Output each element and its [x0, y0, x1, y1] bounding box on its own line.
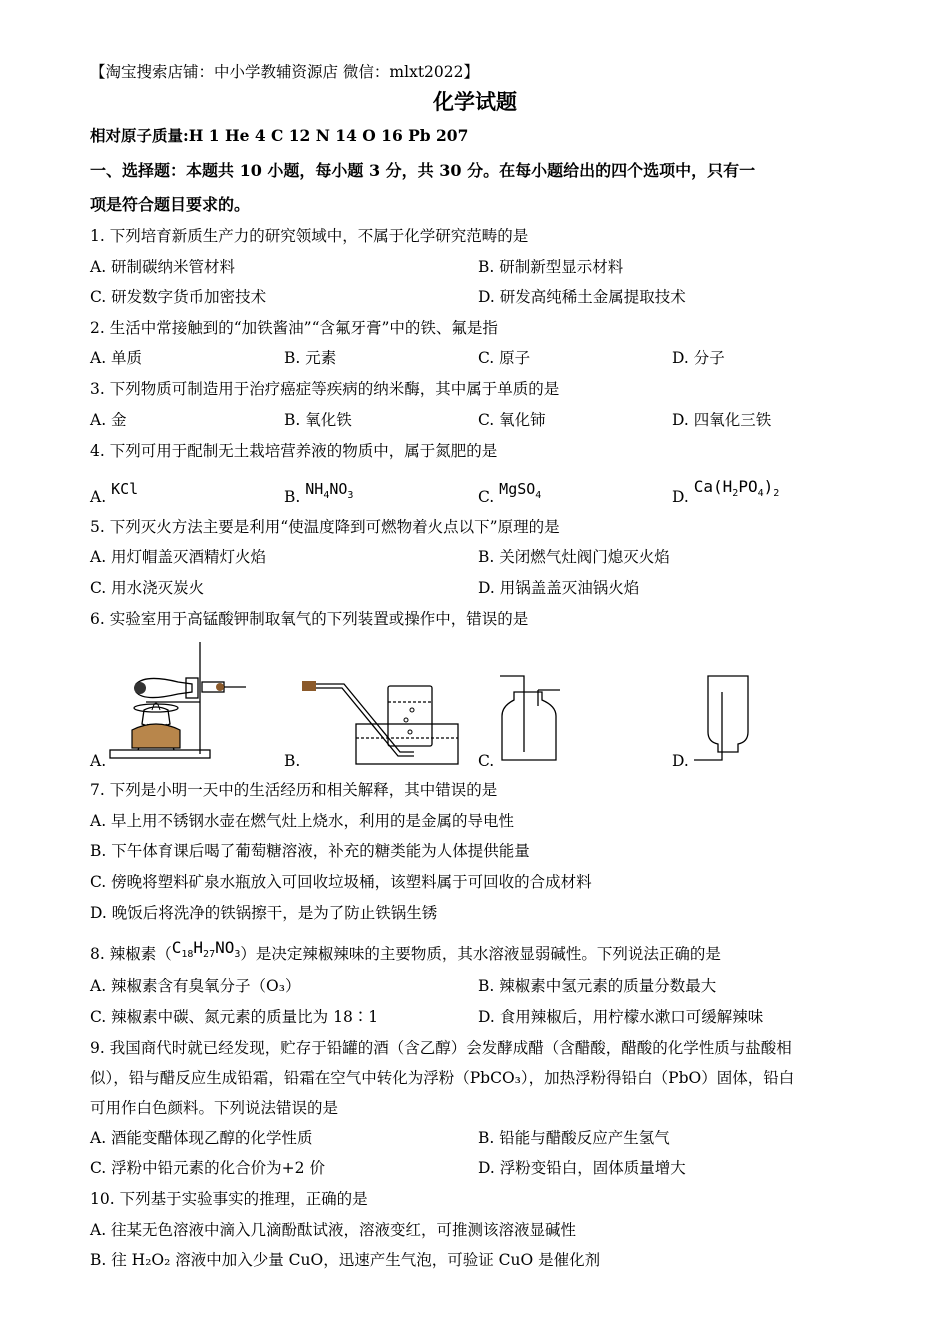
q1-option-a: A. 研制碳纳米管材料	[90, 258, 236, 276]
q9-stem-line2: 似），铅与醋反应生成铅霜，铅霜在空气中转化为浮粉（PbCO₃），加热浮粉得铅白（PbO）固体，铅白	[90, 1069, 795, 1087]
q7-option-a: A. 早上用不锈钢水壶在燃气灶上烧水，利用的是金属的导电性	[90, 812, 515, 830]
q4-option-c	[478, 480, 542, 514]
q10-option-a: A. 往某无色溶液中滴入几滴酚酞试液，溶液变红，可推测该溶液显碱性	[90, 1221, 577, 1239]
q6-option-d: D.	[672, 752, 689, 770]
q7-stem: 7. 下列是小明一天中的生活经历和相关解释，其中错误的是	[90, 781, 498, 799]
q1-option-b: B. 研制新型显示材料	[478, 258, 624, 276]
q6-option-b: B.	[284, 752, 301, 770]
q2-stem: 2. 生活中常接触到的“加铁酱油”“含氟牙膏”中的铁、氟是指	[90, 319, 498, 337]
q2-option-a: A. 单质	[90, 349, 143, 367]
q6-stem: 6. 实验室用于高锰酸钾制取氧气的下列装置或操作中，错误的是	[90, 610, 529, 628]
q9-stem-line1: 9. 我国商代时就已经发现，贮存于铅罐的酒（含乙醇）会发酵成醋（含醋酸，醋酸的化学性质与盐酸相	[90, 1039, 792, 1057]
q8-option-c: C. 辣椒素中碳、氮元素的质量比为 18∶1	[90, 1008, 379, 1026]
q8-option-b: B. 辣椒素中氢元素的质量分数最大	[478, 977, 717, 995]
q4-option-a-label: A.	[90, 488, 107, 506]
header-watermark: 【淘宝搜索店铺：中小学教辅资源店 微信：mlxt2022】	[90, 63, 480, 81]
q8-formula: $C_{18}H_{27}NO_3$	[171, 938, 241, 961]
q5-option-b: B. 关闭燃气灶阀门熄灭火焰	[478, 548, 670, 566]
q7-option-d: D. 晚饭后将洗净的铁锅擦干，是为了防止铁锅生锈	[90, 904, 438, 922]
q4-formula-b: $NH_4NO_3$	[305, 480, 354, 501]
q4-formula-a: KCl	[111, 480, 139, 498]
q4-option-d	[672, 477, 780, 514]
q3-option-a: A. 金	[90, 411, 127, 429]
q3-option-c: C. 氧化铈	[478, 411, 546, 429]
q8-option-a: A. 辣椒素含有臭氧分子（O₃）	[90, 977, 301, 995]
q8-option-d: D. 食用辣椒后，用柠檬水漱口可缓解辣味	[478, 1008, 764, 1026]
q8-stem: 8. 辣椒素$(C_{18}H_{27}NO_3)$是决定辣椒辣味的主要物质，其水溶液显弱碱性。下列说法正确的是	[90, 938, 721, 963]
figure-d-inverted-bottle	[692, 672, 752, 764]
q9-stem-line3: 可用作白色颜料。下列说法错误的是	[90, 1099, 339, 1117]
q1-option-d: D. 研发高纯稀土金属提取技术	[478, 288, 686, 306]
q7-option-b: B. 下午体育课后喝了葡萄糖溶液，补充的糖类能为人体提供能量	[90, 842, 530, 860]
q9-option-c: C. 浮粉中铅元素的化合价为+2 价	[90, 1159, 325, 1177]
figure-b-water-collection	[300, 672, 465, 768]
q4-formula-c: MgSO$_4$	[499, 480, 542, 501]
figure-c-gas-bottle	[496, 672, 566, 762]
q6-option-a: A.	[90, 752, 107, 770]
q10-option-b: B. 往 H₂O₂ 溶液中加入少量 CuO，迅速产生气泡，可验证 CuO 是催化剂	[90, 1251, 601, 1269]
q5-option-c: C. 用水浇灭炭火	[90, 579, 205, 597]
q5-option-d: D. 用锅盖盖灭油锅火焰	[478, 579, 640, 597]
q9-option-b: B. 铅能与醋酸反应产生氢气	[478, 1129, 670, 1147]
q4-formula-d: $Ca(H_2PO_4)_2$	[693, 477, 780, 500]
q4-option-d-label: D.	[672, 488, 689, 506]
q10-stem: 10. 下列基于实验事实的推理，正确的是	[90, 1190, 368, 1208]
page-title: 化学试题	[433, 89, 517, 114]
q2-option-c: C. 原子	[478, 349, 531, 367]
q9-option-a: A. 酒能变醋体现乙醇的化学性质	[90, 1129, 313, 1147]
figure-a-heating-apparatus	[108, 638, 248, 760]
q4-option-b	[284, 480, 354, 514]
q3-option-d: D. 四氧化三铁	[672, 411, 772, 429]
q9-option-d: D. 浮粉变铅白，固体质量增大	[478, 1159, 686, 1177]
q5-option-a: A. 用灯帽盖灭酒精灯火焰	[90, 548, 267, 566]
q2-option-d: D. 分子	[672, 349, 725, 367]
section-heading-line2: 项是符合题目要求的。	[90, 195, 251, 214]
q1-option-c: C. 研发数字货币加密技术	[90, 288, 267, 306]
q4-option-c-label: C.	[478, 488, 495, 506]
q4-option-b-label: B.	[284, 488, 301, 506]
q7-option-c: C. 傍晚将塑料矿泉水瓶放入可回收垃圾桶，该塑料属于可回收的合成材料	[90, 873, 592, 891]
q1-stem: 1. 下列培育新质生产力的研究领域中，不属于化学研究范畴的是	[90, 227, 529, 245]
q4-stem: 4. 下列可用于配制无土栽培营养液的物质中，属于氮肥的是	[90, 442, 498, 460]
q3-stem: 3. 下列物质可制造用于治疗癌症等疾病的纳米酶，其中属于单质的是	[90, 380, 560, 398]
q5-stem: 5. 下列灭火方法主要是利用“使温度降到可燃物着火点以下”原理的是	[90, 518, 560, 536]
q2-option-b: B. 元素	[284, 349, 337, 367]
atomic-mass: 相对原子质量:H 1 He 4 C 12 N 14 O 16 Pb 207	[90, 126, 469, 145]
q3-option-b: B. 氧化铁	[284, 411, 352, 429]
q6-option-c: C.	[478, 752, 495, 770]
section-heading-line1: 一、选择题：本题共 10 小题，每小题 3 分，共 30 分。在每小题给出的四个选项中，只有一	[90, 161, 756, 180]
q4-option-a	[90, 480, 139, 507]
